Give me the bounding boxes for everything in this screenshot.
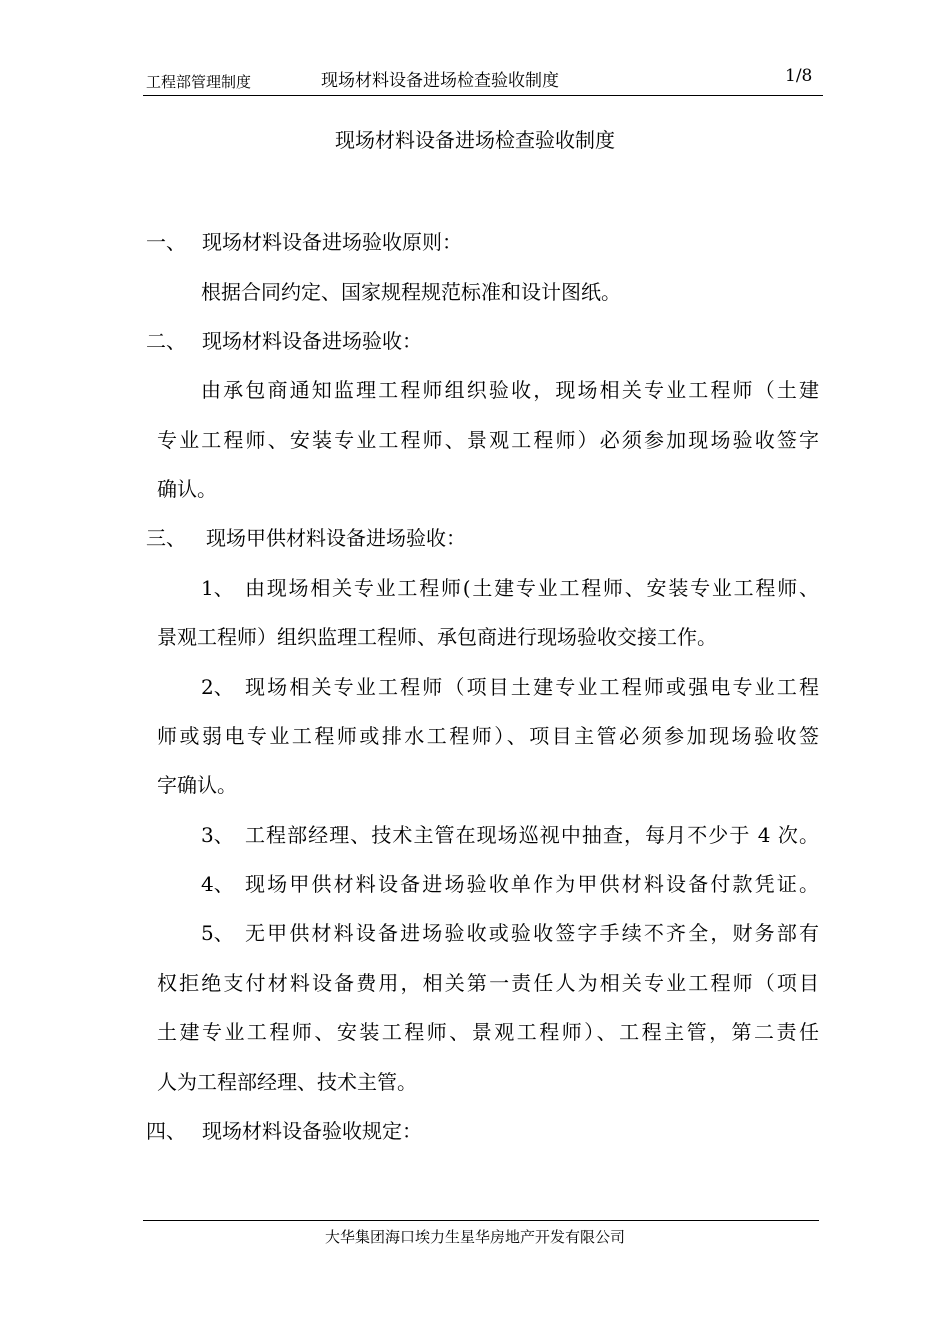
item-2-line: 师或弱电专业工程师或排水工程师）、项目主管必须参加现场验收签 [157,724,819,748]
header-page-number: 1/8 [785,66,813,86]
item-1-line: 由现场相关专业工程师(土建专业工程师、安装专业工程师、 [245,576,819,600]
item-4-line: 现场甲供材料设备进场验收单作为甲供材料设备付款凭证。 [245,872,819,896]
item-3-number: 3、 [201,823,234,847]
item-5-number: 5、 [201,921,234,945]
item-1-line: 景观工程师）组织监理工程师、承包商进行现场验收交接工作。 [157,625,717,649]
section-1-number: 一、 [146,230,186,254]
section-3-heading: 现场甲供材料设备进场验收： [206,526,466,550]
page-title: 现场材料设备进场检查验收制度 [335,128,615,152]
footer-company-name: 大华集团海口埃力生星华房地产开发有限公司 [324,1228,625,1246]
section-1-paragraph: 根据合同约定、国家规程规范标准和设计图纸。 [201,280,621,304]
item-2-line: 字确认。 [157,773,237,797]
section-2-paragraph-line: 专业工程师、安装专业工程师、景观工程师）必须参加现场验收签字 [157,428,819,452]
item-4-number: 4、 [201,872,234,896]
item-3-line: 工程部经理、技术主管在现场巡视中抽查，每月不少于 4 次。 [245,823,819,847]
header-doc-title: 现场材料设备进场检查验收制度 [321,71,559,91]
section-3-number: 三、 [146,526,186,550]
item-5-line: 无甲供材料设备进场验收或验收签字手续不齐全，财务部有 [245,921,819,945]
header-doc-category: 工程部管理制度 [146,73,252,91]
section-1-heading: 现场材料设备进场验收原则： [202,230,462,254]
section-4-number: 四、 [146,1119,186,1143]
item-1-number: 1、 [201,576,234,600]
section-4-heading: 现场材料设备验收规定： [202,1119,422,1143]
header-rule [143,95,823,96]
item-2-number: 2、 [201,675,234,699]
footer-rule [143,1220,819,1221]
section-2-number: 二、 [146,329,186,353]
item-5-line: 土建专业工程师、安装工程师、景观工程师）、工程主管，第二责任 [157,1020,819,1044]
section-2-paragraph-line: 由承包商通知监理工程师组织验收，现场相关专业工程师（土建 [201,378,819,402]
item-5-line: 权拒绝支付材料设备费用，相关第一责任人为相关专业工程师（项目 [157,971,819,995]
item-2-line: 现场相关专业工程师（项目土建专业工程师或强电专业工程 [245,675,819,699]
section-2-heading: 现场材料设备进场验收： [202,329,422,353]
section-2-paragraph-line: 确认。 [157,477,217,501]
item-5-line: 人为工程部经理、技术主管。 [157,1070,417,1094]
